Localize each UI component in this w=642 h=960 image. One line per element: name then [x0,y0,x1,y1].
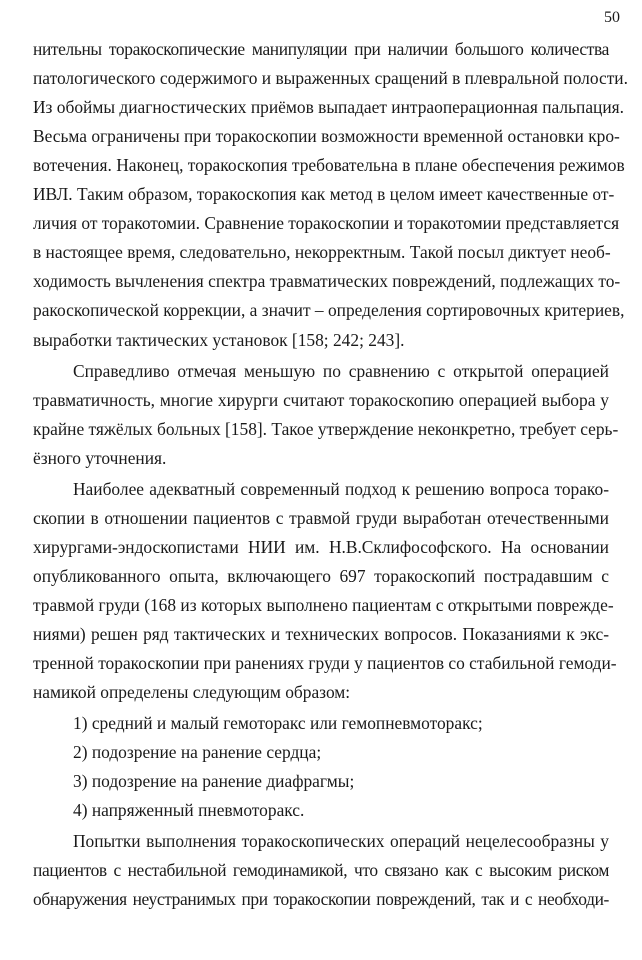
paragraph-3-line-5: травмой груди (168 из которых выполнено пациентам с открытыми поврежде- [33,595,614,615]
paragraph-2-line-2: травматичность, многие хирурги считают торакоскопию операцией выбора у [33,390,609,410]
page-number: 50 [604,9,620,26]
paragraph-2-line-4: ёзного уточнения. [33,448,167,468]
paragraph-4-line-2: пациентов с нестабильной гемодинамикой, что связано как с высоким риском [33,860,609,880]
paragraph-1-line-2: патологического содержимого и выраженных сращений в плевральной полости. [33,68,628,88]
paragraph-1-line-11: выработки тактических установок [158; 242; 243]. [33,330,405,350]
paragraph-1-line-6: ИВЛ. Таким образом, торакоскопия как метод в целом имеет качественные от- [33,184,615,204]
paragraph-1-line-4: Весьма ограничены при торакоскопии возможности временной остановки кро- [33,126,620,146]
paragraph-4-line-1: Попытки выполнения торакоскопических операций нецелесообразны у [73,831,609,851]
paragraph-1-line-7: личия от торакотомии. Сравнение торакоскопии и торакотомии представляется [33,213,620,233]
paragraph-1-line-9: ходимость вычленения спектра травматических повреждений, подлежащих то- [33,271,621,291]
paragraph-2-line-1: Справедливо отмечая меньшую по сравнению с открытой операцией [73,361,609,381]
paragraph-1-line-10: ракоскопической коррекции, а значит – определения сортировочных критериев, [33,300,625,320]
list-item: 1) средний и малый гемоторакс или гемопневмоторакс; [73,713,483,733]
paragraph-3-line-1: Наиболее адекватный современный подход к решению вопроса торако- [73,479,609,499]
paragraph-1-line-5: вотечения. Наконец, торакоскопия требовательна в плане обеспечения режимов [33,155,625,175]
paragraph-3-line-7: тренной торакоскопии при ранениях груди у пациентов со стабильной гемоди- [33,653,617,673]
paragraph-3-line-8: намикой определены следующим образом: [33,682,351,702]
paragraph-1-line-3: Из обоймы диагностических приёмов выпадает интраоперационная пальпация. [33,97,625,117]
paragraph-4-line-3: обнаружения неустранимых при торакоскопии повреждений, так и с необходи- [33,889,609,909]
paragraph-2-line-3: крайне тяжёлых больных [158]. Такое утверждение неконкретно, требует серь- [33,419,619,439]
list-item: 3) подозрение на ранение диафрагмы; [73,771,355,791]
paragraph-3-line-3: хирургами-эндоскопистами НИИ им. Н.В.Склифософского. На основании [33,537,609,557]
paragraph-1-line-8: в настоящее время, следовательно, некорректным. Такой посыл диктует необ- [33,242,611,262]
list-item: 4) напряженный пневмоторакс. [73,800,305,820]
paragraph-3-line-4: опубликованного опыта, включающего 697 торакоскопий пострадавшим с [33,566,609,586]
paragraph-1-line-1: нительны торакоскопические манипуляции при наличии большого количества [33,39,609,59]
paragraph-3-line-2: скопии в отношении пациентов с травмой груди выработан отечественными [33,508,609,528]
list-item: 2) подозрение на ранение сердца; [73,742,322,762]
paragraph-3-line-6: ниями) решен ряд тактических и технических вопросов. Показаниями к экс- [33,624,609,644]
